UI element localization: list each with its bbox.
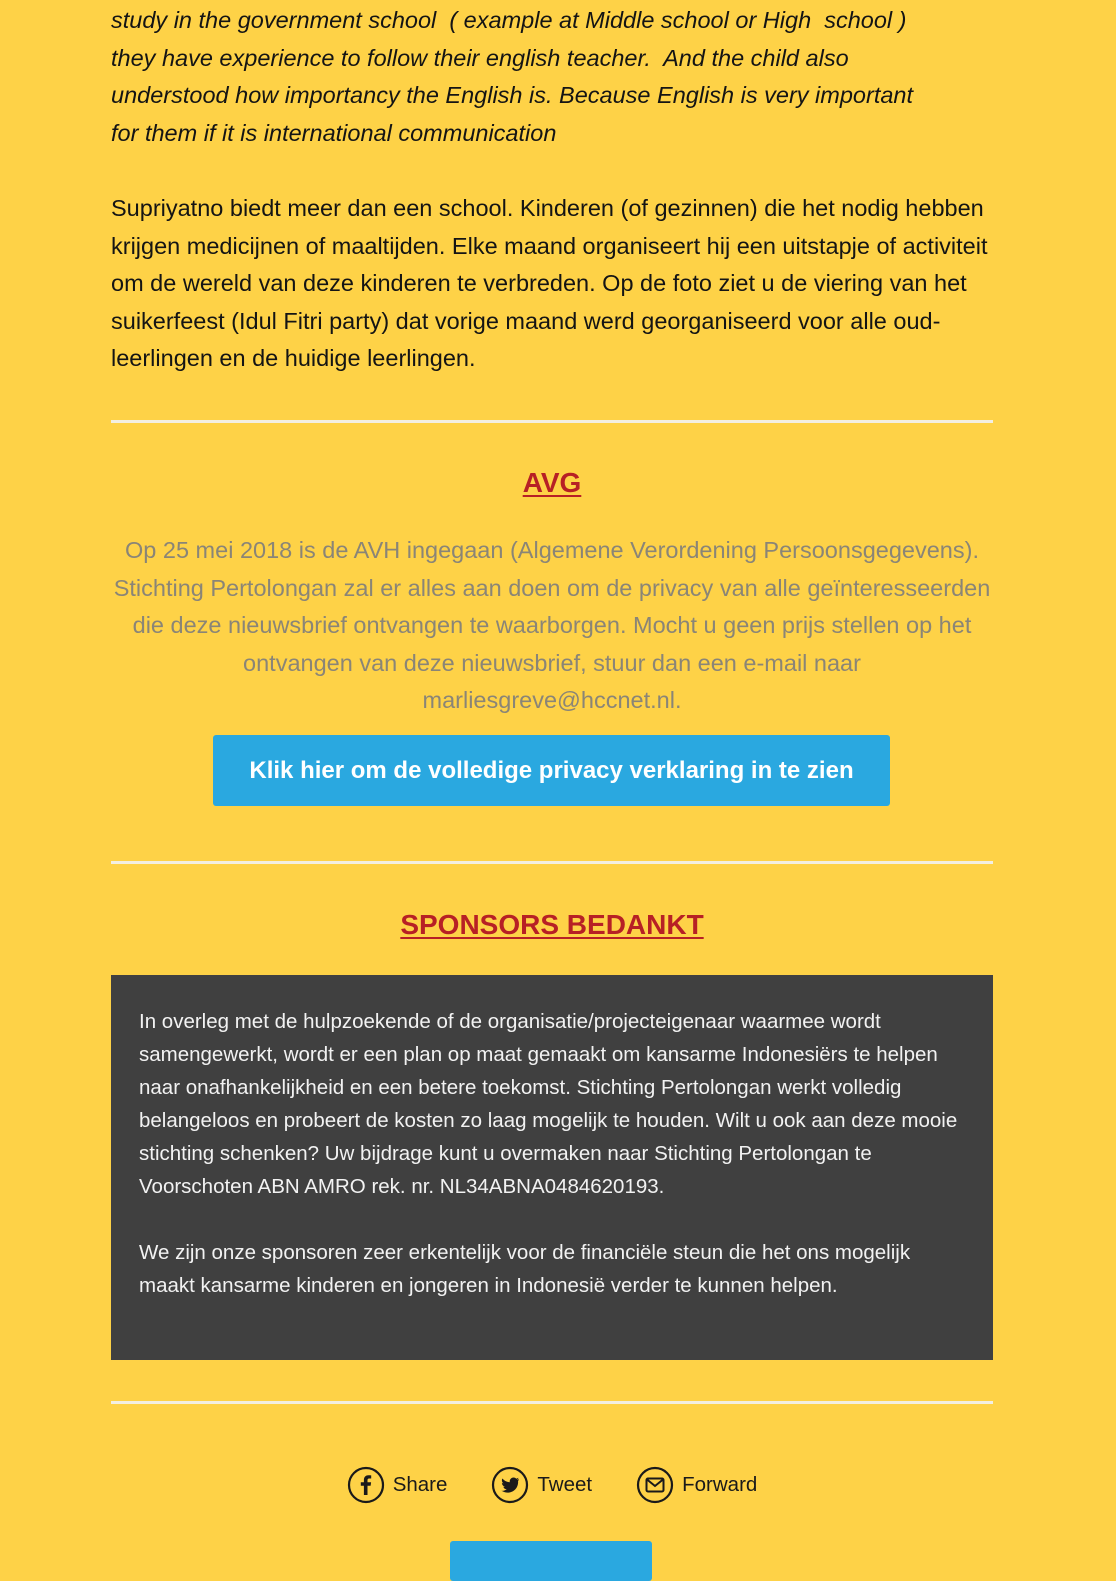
avg-privacy-text: Op 25 mei 2018 is de AVH ingegaan (Algemene Verordening Persoonsgegevens). Stichting Pertolongan zal er alles aan doen om de privacy van alle geïnteresseerden die deze nieuwsbrief ontvangen te waarborgen. Mocht u geen prijs stellen op het ontvangen van deze nieuwsbrief, stuur dan een e-mail naar marliesgreve@hccnet.nl. (113, 537, 991, 714)
section-divider (111, 861, 993, 864)
share-facebook-link[interactable] (347, 1466, 448, 1504)
section-divider (111, 420, 993, 423)
sponsors-paragraph-2: We zijn onze sponsoren zeer erkentelijk voor de financiële steun die het ons mogelijk maakt kansarme kinderen en jongeren in Indonesië verder te kunnen helpen. (139, 1241, 911, 1297)
section-divider (111, 1401, 993, 1404)
privacy-statement-button[interactable] (213, 735, 890, 806)
bottom-cta-button[interactable] (450, 1541, 652, 1581)
avg-title[interactable]: AVG (522, 467, 582, 498)
share-label: Share (392, 1473, 448, 1496)
privacy-statement-button-label: Klik hier om de volledige privacy verklaring in te zien (249, 756, 854, 784)
forward-link[interactable] (636, 1466, 757, 1504)
facebook-icon (347, 1466, 385, 1504)
dutch-story-text: Supriyatno biedt meer dan een school. Kinderen (of gezinnen) die het nodig hebben krijgen medicijnen of maaltijden. Elke maand organiseert hij een uitstapje of activiteit om de wereld van deze kinderen te verbreden. Op de foto ziet u de viering van het suikerfeest (Idul Fitri party) dat vorige maand werd georganiseerd voor alle oud-leerlingen en de huidige leerlingen. (111, 195, 988, 372)
english-story-text: study in the government school ( example at Middle school or High school ) they have experience to follow their english teacher. And the child also understood how importancy the English is. Because English is very important for them if it is international communication (111, 7, 914, 146)
forward-label: Forward (682, 1473, 758, 1496)
tweet-link[interactable] (491, 1466, 592, 1504)
tweet-label: Tweet (537, 1473, 593, 1496)
email-forward-icon (636, 1466, 674, 1504)
sponsors-paragraph-1: In overleg met de hulpzoekende of de organisatie/projecteigenaar waarmee wordt samengewerkt, wordt er een plan op maat gemaakt om kansarme Indonesiërs te helpen naar onafhankelijkheid en een betere toekomst. Stichting Pertolongan werkt volledig belangeloos en probeert de kosten zo laag mogelijk te houden. Wilt u ook aan deze mooie stichting schenken? Uw bijdrage kunt u overmaken naar Stichting Pertolongan te Voorschoten ABN AMRO rek. nr. NL34ABNA0484620193. (139, 1010, 958, 1198)
sponsors-info-box (111, 975, 993, 1360)
twitter-icon (491, 1466, 529, 1504)
sponsors-title[interactable]: SPONSORS BEDANKT (400, 909, 704, 940)
social-share-bar (111, 1466, 993, 1504)
